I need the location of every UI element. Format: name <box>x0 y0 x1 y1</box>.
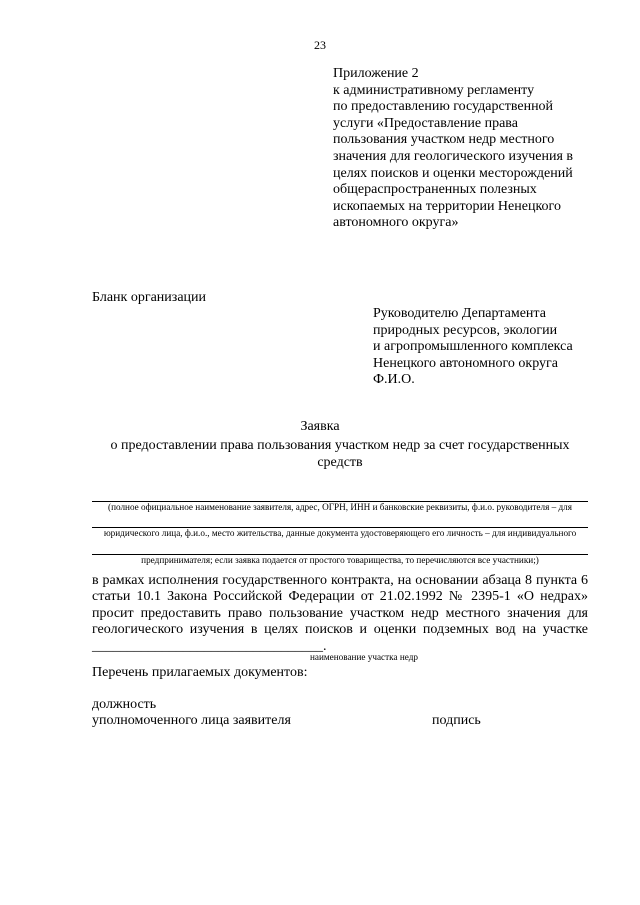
addressee-line: Ненецкого автономного округа <box>373 355 558 371</box>
position-label: должность <box>92 697 157 712</box>
body-line: в рамках исполнения государственного контракта, на основании абзаца 8 пункта 6 <box>92 573 588 588</box>
signature-label: подпись <box>432 713 481 728</box>
appendix-line: целях поисков и оценки месторождений <box>333 165 573 181</box>
addressee-line: Ф.И.О. <box>373 372 415 387</box>
body-line: геологического изучения в целях поисков и оценки подземных вод на участке <box>92 621 588 637</box>
applicant-hint: юридического лица, ф.и.о., место жительства, данные документа удостоверяющего его личность – для индивидуального <box>103 528 577 538</box>
subject-fill-line: _________________________________. <box>92 639 327 654</box>
authorized-person-label: уполномоченного лица заявителя <box>92 713 291 728</box>
appendix-line: услуги «Предоставление права <box>333 115 518 131</box>
appendix-line: автономного округа» <box>333 215 459 231</box>
letterhead-label: Бланк организации <box>92 290 207 305</box>
appendix-line: значения для геологического изучения в <box>333 148 574 164</box>
appendix-line: общераспространенных полезных <box>333 182 537 198</box>
appendix-line: Приложение 2 <box>333 66 419 81</box>
addressee-line: и агропромышленного комплекса <box>373 339 573 354</box>
appendix-header <box>333 66 603 232</box>
appendix-line: по предоставлению государственной <box>333 99 554 115</box>
document-title: Заявка <box>300 419 340 434</box>
appendix-line: ископаемых на территории Ненецкого <box>333 198 561 214</box>
appendix-line: пользования участком недр местного <box>333 132 555 148</box>
document-subtitle: о предоставлении права пользования участком недр за счет государственных средств <box>110 438 570 470</box>
page-number: 23 <box>314 38 326 52</box>
request-body <box>92 573 588 638</box>
documents-label: Перечень прилагаемых документов: <box>92 665 308 680</box>
applicant-hint: (полное официальное наименование заявителя, адрес, ОГРН, ИНН и банковские реквизиты, ф.и.о. руководителя – для <box>108 502 572 512</box>
body-line: просит предоставить право пользование участком недр местного значения для <box>92 605 588 621</box>
subject-hint: наименование участка недр <box>309 652 418 662</box>
addressee-block <box>373 306 573 389</box>
appendix-line: к административному регламенту <box>333 82 535 98</box>
body-line: статьи 10.1 Закона Российской Федерации от 21.02.1992 № 2395-1 «О недрах» <box>92 589 588 605</box>
applicant-hint: предпринимателя; если заявка подается от простого товарищества, то перечисляются все участники;) <box>141 555 539 565</box>
addressee-line: Руководителю Департамента <box>373 306 546 321</box>
addressee-line: природных ресурсов, экологии <box>373 322 558 338</box>
